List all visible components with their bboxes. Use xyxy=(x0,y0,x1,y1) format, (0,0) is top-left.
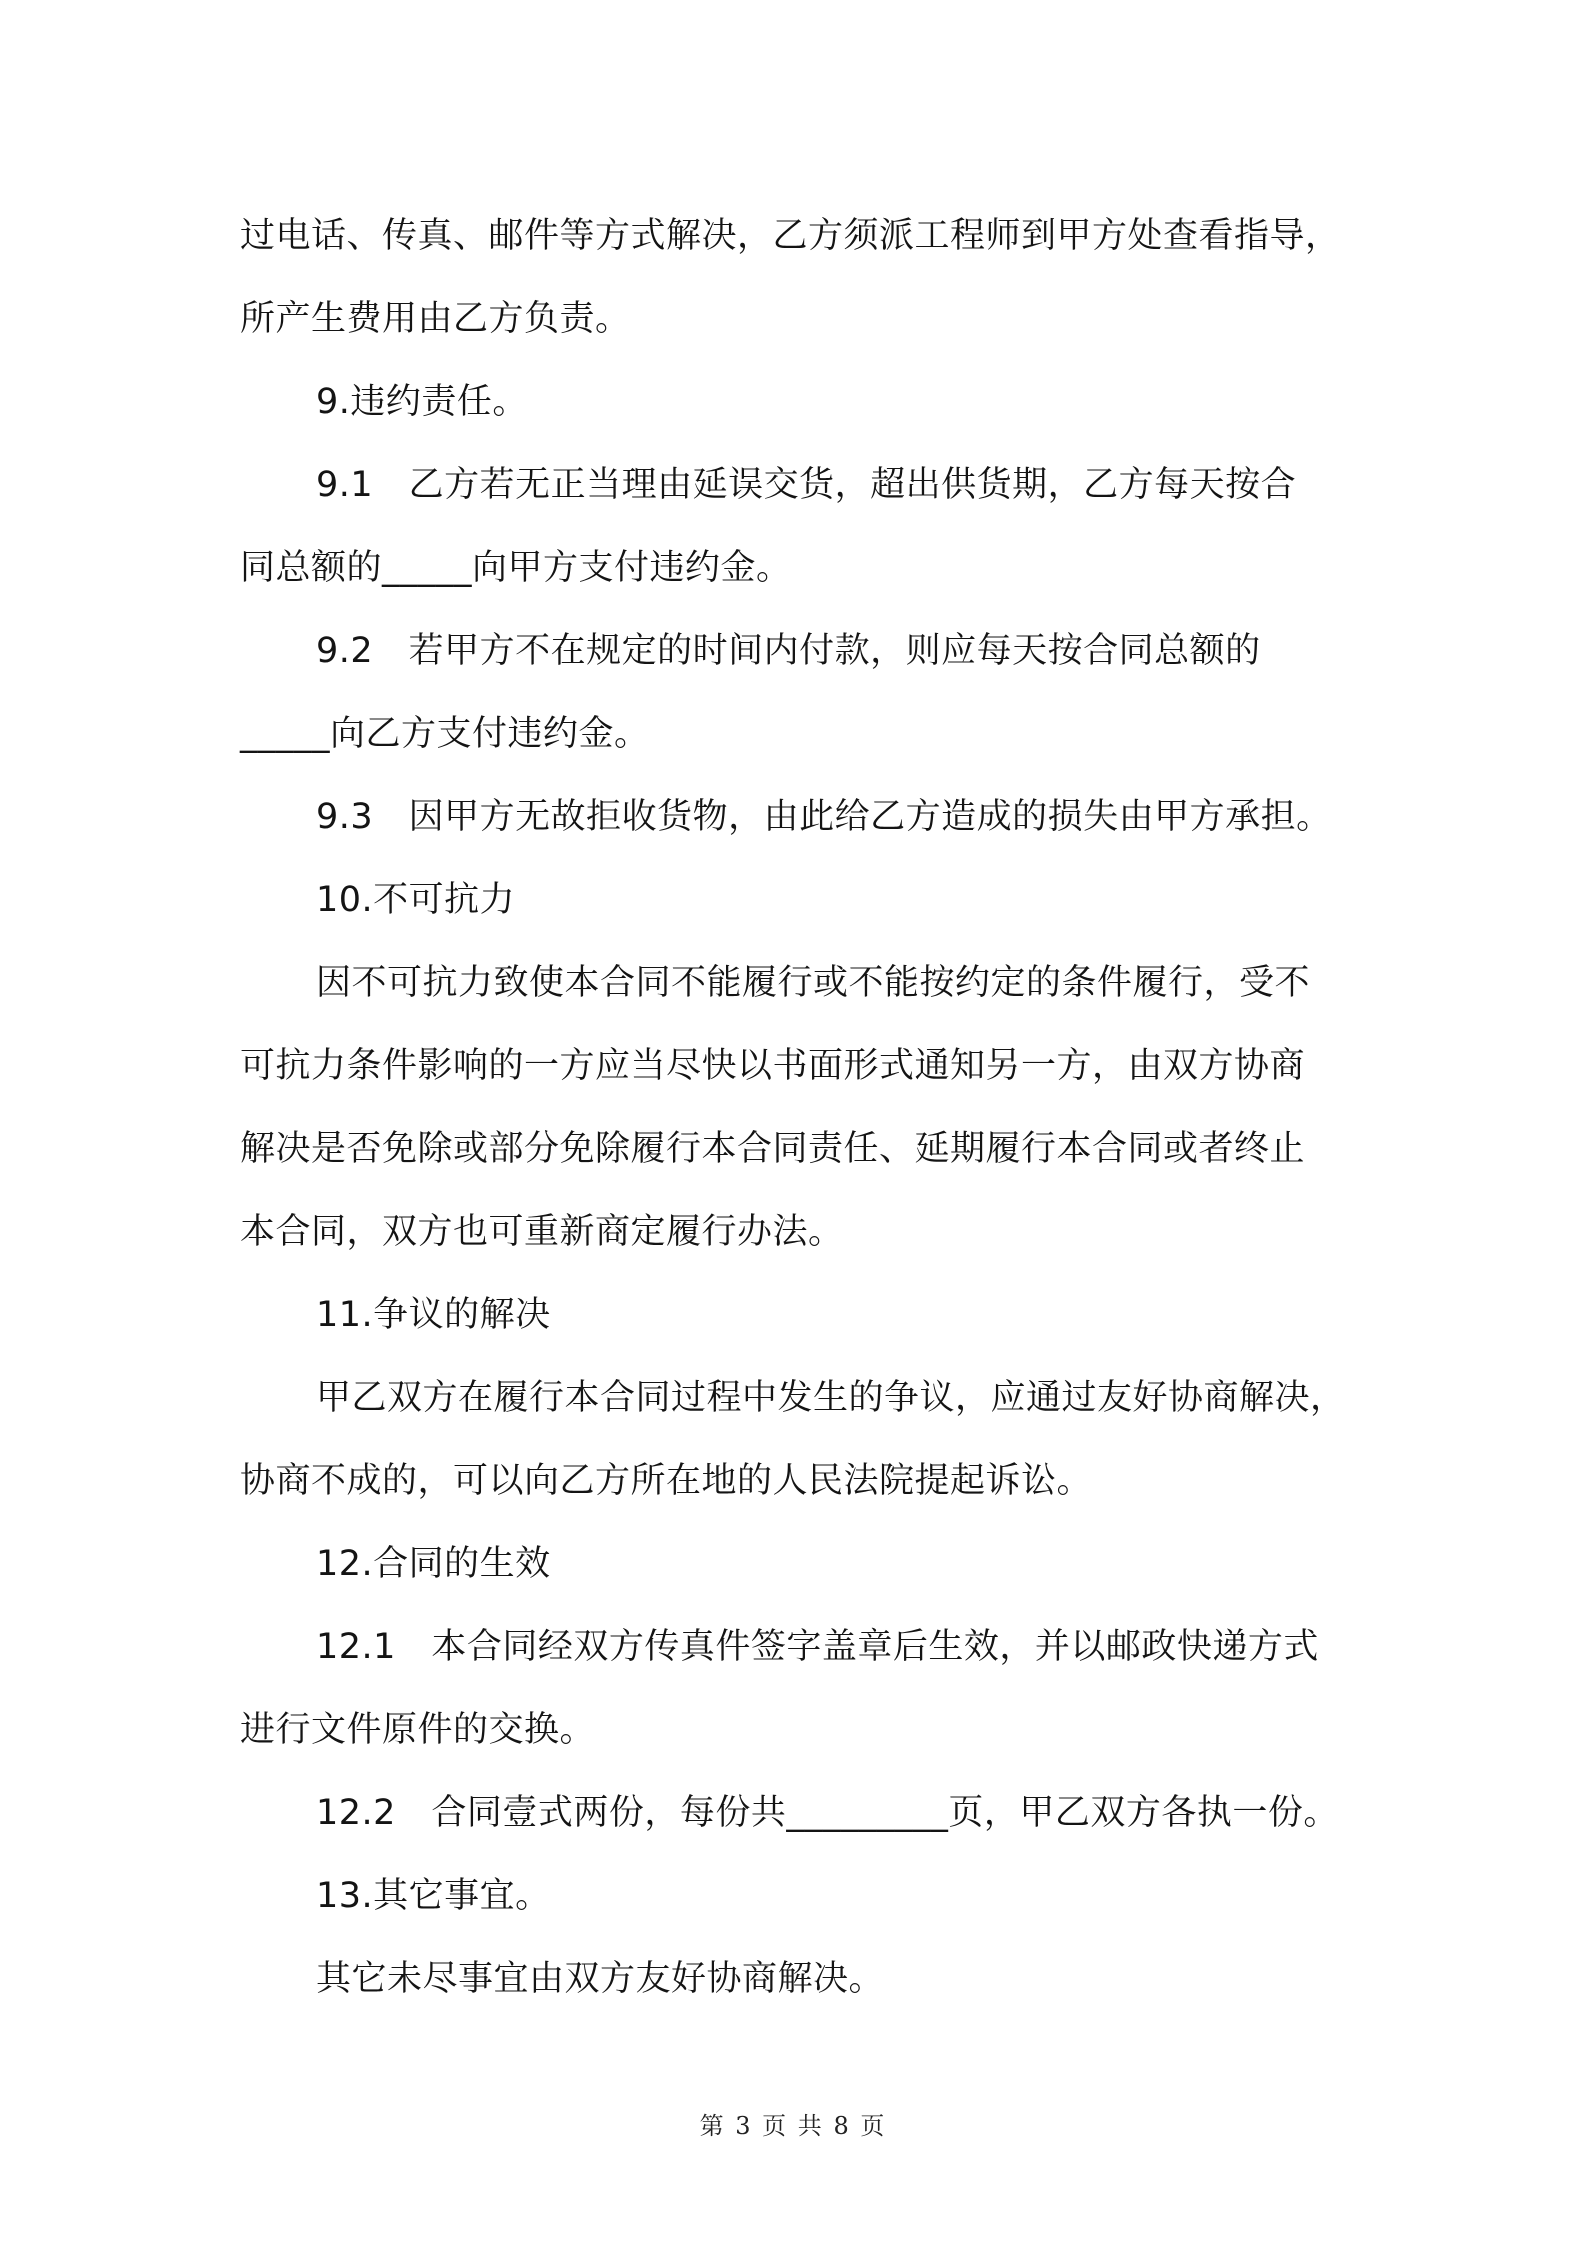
text-line: _____向乙方支付违约金。 xyxy=(240,714,650,754)
section-heading-other-matters: 13.其它事宜。 xyxy=(316,1876,551,1916)
text-line: 协商不成的，可以向乙方所在地的人民法院提起诉讼。 xyxy=(240,1461,1093,1501)
clause-9-1: 9.1 乙方若无正当理由延误交货，超出供货期，乙方每天按合 xyxy=(316,465,1297,505)
paragraph-dispute: 甲乙双方在履行本合同过程中发生的争议，应通过友好协商解决， xyxy=(316,1378,1346,1418)
text-line: 过电话、传真、邮件等方式解决，乙方须派工程师到甲方处查看指导， xyxy=(240,216,1341,256)
clause-12-2: 12.2 合同壹式两份，每份共_________页，甲乙双方各执一份。 xyxy=(316,1793,1339,1833)
section-heading-effectiveness: 12.合同的生效 xyxy=(316,1544,551,1584)
text-line: 进行文件原件的交换。 xyxy=(240,1710,596,1750)
text-line: 可抗力条件影响的一方应当尽快以书面形式通知另一方，由双方协商 xyxy=(240,1046,1306,1086)
page-number: 第 3 页 共 8 页 xyxy=(699,2112,887,2140)
text-line: 本合同，双方也可重新商定履行办法。 xyxy=(240,1212,844,1252)
text-line: 解决是否免除或部分免除履行本合同责任、延期履行本合同或者终止 xyxy=(240,1129,1306,1169)
section-heading-force-majeure: 10.不可抗力 xyxy=(316,880,516,920)
clause-12-1: 12.1 本合同经双方传真件签字盖章后生效，并以邮政快递方式 xyxy=(316,1627,1319,1667)
section-heading-breach: 9.违约责任。 xyxy=(316,382,528,422)
text-line: 所产生费用由乙方负责。 xyxy=(240,299,631,339)
paragraph-force-majeure: 因不可抗力致使本合同不能履行或不能按约定的条件履行，受不 xyxy=(316,963,1311,1003)
section-heading-dispute: 11.争议的解决 xyxy=(316,1295,551,1335)
contract-body xyxy=(240,195,1360,2021)
clause-9-3: 9.3 因甲方无故拒收货物，由此给乙方造成的损失由甲方承担。 xyxy=(316,797,1332,837)
clause-9-2: 9.2 若甲方不在规定的时间内付款，则应每天按合同总额的 xyxy=(316,631,1261,671)
text-line: 同总额的_____向甲方支付违约金。 xyxy=(240,548,792,588)
paragraph-other-matters: 其它未尽事宜由双方友好协商解决。 xyxy=(316,1959,885,1999)
